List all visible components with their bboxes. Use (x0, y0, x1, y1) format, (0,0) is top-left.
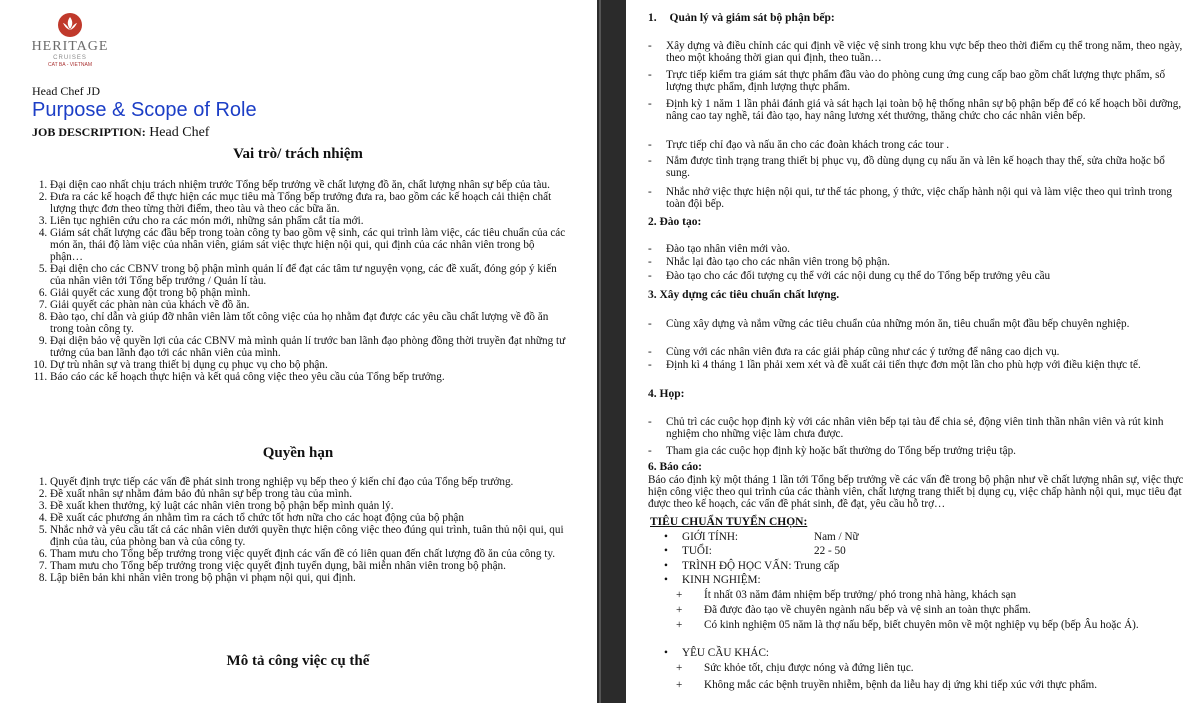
criteria-item (664, 545, 846, 557)
role-item: 9. Đại diện bảo vệ quyền lợi của các CBNV mà mình quản lí trước ban lãnh đạo phòng đồng thời truyền đạt những tư tưởng của ban lãnh đạo tới các nhân viên của mình. (50, 335, 570, 359)
section-1-heading (648, 12, 835, 24)
page-divider (597, 0, 626, 703)
plus-glyph: + (676, 662, 683, 674)
right-item: 8. Lập biên bản khi nhân viên trong bộ phận vi phạm nội qui, qui định. (50, 572, 570, 584)
s1-item (648, 40, 1183, 64)
role-item: 7. Giải quyết các phàn nàn của khách về đồ ăn. (50, 299, 570, 311)
s1-item (648, 69, 1183, 93)
s1-text: Xây dựng và điều chỉnh các qui định về việc vệ sinh trong khu vực bếp theo thời điểm cụ thể trong năm, theo ngày, theo một khoảng thời gian qui định, theo tuần… (666, 40, 1183, 64)
criteria-value: 22 - 50 (814, 545, 846, 557)
criteria-label: TRÌNH ĐỘ HỌC VẤN: Trung cấp (682, 560, 840, 572)
dash-glyph: - (648, 256, 652, 268)
section-1-number: 1. (648, 12, 657, 24)
experience-item (676, 619, 1181, 631)
s1-text: Trực tiếp chỉ đạo và nấu ăn cho các đoàn khách trong các tour . (666, 139, 950, 151)
dash-glyph: - (648, 346, 652, 358)
experience-item (676, 589, 1181, 601)
s3-item (648, 318, 1183, 330)
job-detail-heading: Mô tả công việc cụ thể (226, 653, 370, 669)
dash-glyph: - (648, 69, 652, 81)
other-requirements-label (664, 647, 769, 659)
criteria-item (664, 560, 839, 572)
role-item: 6. Giải quyết các xung đột trong bộ phận mình. (50, 287, 570, 299)
dash-glyph: - (648, 318, 652, 330)
s4-text: Chủ trì các cuộc họp định kỳ với các nhân viên bếp tại tàu để chia sẻ, động viên tinh thần nhân viên và rút kinh nghiệm cho những việc làm chưa được. (666, 416, 1164, 440)
role-item: 5. Đại diện cho các CBNV trong bộ phận mình quản lí để đạt các tâm tư nguyện vọng, các đề xuất, đóng góp ý kiến của nhân viên tới Tổng bếp trưởng / Quản lí tàu. (50, 263, 570, 287)
criteria-item (664, 574, 761, 586)
experience-text: Có kinh nghiệm 05 năm là thợ nấu bếp, biết chuyên môn về một nghiệp vụ bếp (bếp Âu hoặc Á). (704, 619, 1139, 631)
role-item: 1. Đại diện cao nhất chịu trách nhiệm trước Tổng bếp trưởng về chất lượng đồ ăn, chất lượng nhân sự bếp của tàu. (50, 179, 570, 191)
s2-item (648, 243, 1183, 255)
section-1-title: Quản lý và giám sát bộ phận bếp: (669, 12, 835, 24)
s3-text: Cùng với các nhân viên đưa ra các giải pháp cũng như các ý tưởng để nâng cao dịch vụ. (666, 346, 1060, 358)
right-item: 6. Tham mưu cho Tổng bếp trưởng trong việc quyết định các vấn đề có liên quan đến chất lượng đồ ăn của công ty. (50, 548, 570, 560)
s2-text: Nhắc lại đào tạo cho các nhân viên trong bộ phận. (666, 256, 890, 268)
dash-glyph: - (648, 186, 652, 198)
bullet-glyph: • (664, 531, 668, 543)
doc-head: Head Chef JD (32, 84, 100, 98)
s4-text: Tham gia các cuộc họp định kỳ hoặc bất thường do Tổng bếp trưởng triệu tập. (666, 445, 1016, 457)
bullet-glyph: • (664, 560, 668, 572)
role-item: 4. Giám sát chất lượng các đầu bếp trong toàn công ty bao gồm vệ sinh, các qui trình làm việc, các tiêu chuẩn của các món ăn, thái độ làm việc của nhân viên, giám sát việc thực hiện nội qui, qui định của các nhân viên trong bộ phận… (50, 227, 570, 263)
other-text: Không mắc các bệnh truyền nhiễm, bệnh da liễu hay dị ứng khi tiếp xúc với thực phẩm. (704, 679, 1098, 691)
s3-text: Định kì 4 tháng 1 lần phải xem xét và đề xuất cải tiến thực đơn một lần cho phù hợp với điều kiện thực tế. (666, 359, 1141, 371)
logo-sub: CRUISES (53, 55, 87, 61)
s3-item (648, 346, 1183, 358)
criteria-label: TUỔI: (682, 545, 712, 557)
other-label-text: YÊU CẦU KHÁC: (682, 647, 770, 659)
s1-item (648, 98, 1183, 122)
s1-item (648, 155, 1183, 179)
right-item: 5. Nhắc nhở và yêu cầu tất cả các nhân viên dưới quyền thực hiện công việc theo đúng qui trình, tuân thủ nội qui, qui định của tàu, của phòng ban và của công ty. (50, 524, 570, 548)
dash-glyph: - (648, 155, 652, 167)
criteria-label: KINH NGHIỆM: (682, 574, 761, 586)
right-item: 3. Đề xuất khen thưởng, kỷ luật các nhân viên trong bộ phận bếp mình quản lý. (50, 500, 570, 512)
dash-glyph: - (648, 445, 652, 457)
right-item: 2. Đề xuất nhân sự nhằm đảm bảo đủ nhân sự bếp trong tàu của mình. (50, 488, 570, 500)
right-item: 7. Tham mưu cho Tổng bếp trưởng trong việc quyết định tuyển dụng, bãi miễn nhân viên trong bộ phận. (50, 560, 570, 572)
dash-glyph: - (648, 270, 652, 282)
plus-glyph: + (676, 619, 683, 631)
bullet-glyph: • (664, 574, 668, 586)
lotus-icon (57, 12, 83, 38)
dash-glyph: - (648, 139, 652, 151)
s1-text: Nhắc nhở việc thực hiện nội qui, tư thế tác phong, ý thức, việc chấp hành nội qui và làm việc theo qui trình trong toàn đội bếp. (666, 186, 1172, 210)
roles-list (32, 179, 570, 383)
logo-sub2: CAT BA - VIETNAM (48, 62, 92, 68)
bullet-glyph: • (664, 545, 668, 557)
s2-text: Đào tạo nhân viên mới vào. (666, 243, 790, 255)
s2-item (648, 270, 1183, 282)
section-3-heading: 3. Xây dựng các tiêu chuẩn chất lượng. (648, 289, 840, 301)
heritage-logo (30, 12, 110, 68)
other-text: Sức khỏe tốt, chịu được nóng và đứng liên tục. (704, 662, 914, 674)
dash-glyph: - (648, 98, 652, 110)
dash-glyph: - (648, 243, 652, 255)
s1-item (648, 139, 1183, 151)
experience-text: Đã được đào tạo về chuyên ngành nấu bếp và vệ sinh an toàn thực phẩm. (704, 604, 1031, 616)
right-item: 1. Quyết định trực tiếp các vấn đề phát sinh trong nghiệp vụ bếp theo ý kiến chỉ đạo của Tổng bếp trưởng. (50, 476, 570, 488)
dash-glyph: - (648, 359, 652, 371)
dash-glyph: - (648, 40, 652, 52)
criteria-heading: TIÊU CHUẨN TUYỂN CHỌN: (650, 516, 808, 528)
role-item: 2. Đưa ra các kế hoạch để thực hiện các mục tiêu mà Tổng bếp trưởng đưa ra, bao gồm các kế hoạch cải thiện chất lượng thực đơn theo từng thời điểm, theo tàu và theo các bữa ăn. (50, 191, 570, 215)
right-page (626, 0, 1200, 703)
section-4-heading: 4. Họp: (648, 388, 685, 400)
other-item (676, 662, 1181, 674)
s1-text: Trực tiếp kiểm tra giám sát thực phẩm đầu vào do phòng cung ứng cung cấp bao gồm chất lượng thực phẩm, số lượng thực phẩm, định lượng thực phẩm. (666, 69, 1166, 93)
plus-glyph: + (676, 589, 683, 601)
s1-text: Nắm được tình trạng trang thiết bị phục vụ, đồ dùng dụng cụ nấu ăn và lên kế hoạch thay thế, sửa chữa hoặc bổ sung. (666, 155, 1165, 179)
plus-glyph: + (676, 604, 683, 616)
job-description-line (32, 125, 209, 141)
bullet-glyph: • (664, 647, 668, 659)
s3-text: Cùng xây dựng và nắm vững các tiêu chuẩn của những món ăn, tiêu chuẩn một đầu bếp chuyên nghiệp. (666, 318, 1130, 330)
jd-title: Head Chef (149, 125, 210, 140)
purpose-title: Purpose & Scope of Role (32, 99, 257, 121)
criteria-label: GIỚI TÍNH: (682, 531, 739, 543)
s1-item (648, 186, 1183, 210)
roles-heading: Vai trò/ trách nhiệm (233, 146, 363, 162)
section-report-heading: 6. Báo cáo: (648, 461, 702, 473)
rights-list (32, 476, 570, 584)
dash-glyph: - (648, 416, 652, 428)
s2-item (648, 256, 1183, 268)
report-text: Báo cáo định kỳ một tháng 1 lần tới Tổng bếp trưởng về các vấn đề trong bộ phận như về chất lượng nhân sự, việc thực hiện công việc theo qui trình của các thành viên, chất lượng trang thiết bị dụng cụ, việc chấp hành nội qui, mục tiêu đạt được theo kế hoạch, các vấn đề phát sinh, đề đạt, yêu cầu hỗ trợ… (648, 474, 1184, 510)
jd-label: JOB DESCRIPTION: (32, 125, 146, 139)
right-item: 4. Đề xuất các phương án nhằm tìm ra cách tổ chức tốt hơn nữa cho các hoạt động của bộ phận (50, 512, 570, 524)
logo-name: HERITAGE (31, 39, 109, 54)
experience-text: Ít nhất 03 năm đảm nhiệm bếp trưởng/ phó trong nhà hàng, khách sạn (704, 589, 1017, 601)
s4-item (648, 445, 1183, 457)
other-item (676, 679, 1181, 691)
section-2-heading: 2. Đào tạo: (648, 216, 702, 228)
s2-text: Đào tạo cho các đối tượng cụ thể với các nội dung cụ thể do Tổng bếp trưởng yêu cầu (666, 270, 1051, 282)
role-item: 8. Đào tạo, chỉ dẫn và giúp đỡ nhân viên làm tốt công việc của họ nhằm đạt được các yêu cầu chất lượng về đồ ăn trong toàn công ty. (50, 311, 570, 335)
criteria-value: Nam / Nữ (814, 531, 859, 543)
left-page (0, 0, 596, 703)
role-item: 10. Dự trù nhân sự và trang thiết bị dụng cụ phục vụ cho bộ phận. (50, 359, 570, 371)
s4-item (648, 416, 1183, 440)
s3-item (648, 359, 1183, 371)
s1-text: Định kỳ 1 năm 1 lần phải đánh giá và sát hạch lại toàn bộ hệ thống nhân sự bộ phận bếp để có kế hoạch bồi dưỡng, nâng cao tay nghề, tái đào tạo, hay nâng lương xét thưởng, thăng chức cho các nhân viên bếp. (666, 98, 1182, 122)
experience-item (676, 604, 1181, 616)
rights-heading: Quyền hạn (262, 445, 334, 461)
role-item: 11. Báo cáo các kế hoạch thực hiện và kết quả công việc theo yêu cầu của Tổng bếp trưởng. (50, 371, 570, 383)
criteria-item (664, 531, 859, 543)
role-item: 3. Liên tục nghiên cứu cho ra các món mới, những sản phẩm cắt tỉa mới. (50, 215, 570, 227)
plus-glyph: + (676, 679, 683, 691)
